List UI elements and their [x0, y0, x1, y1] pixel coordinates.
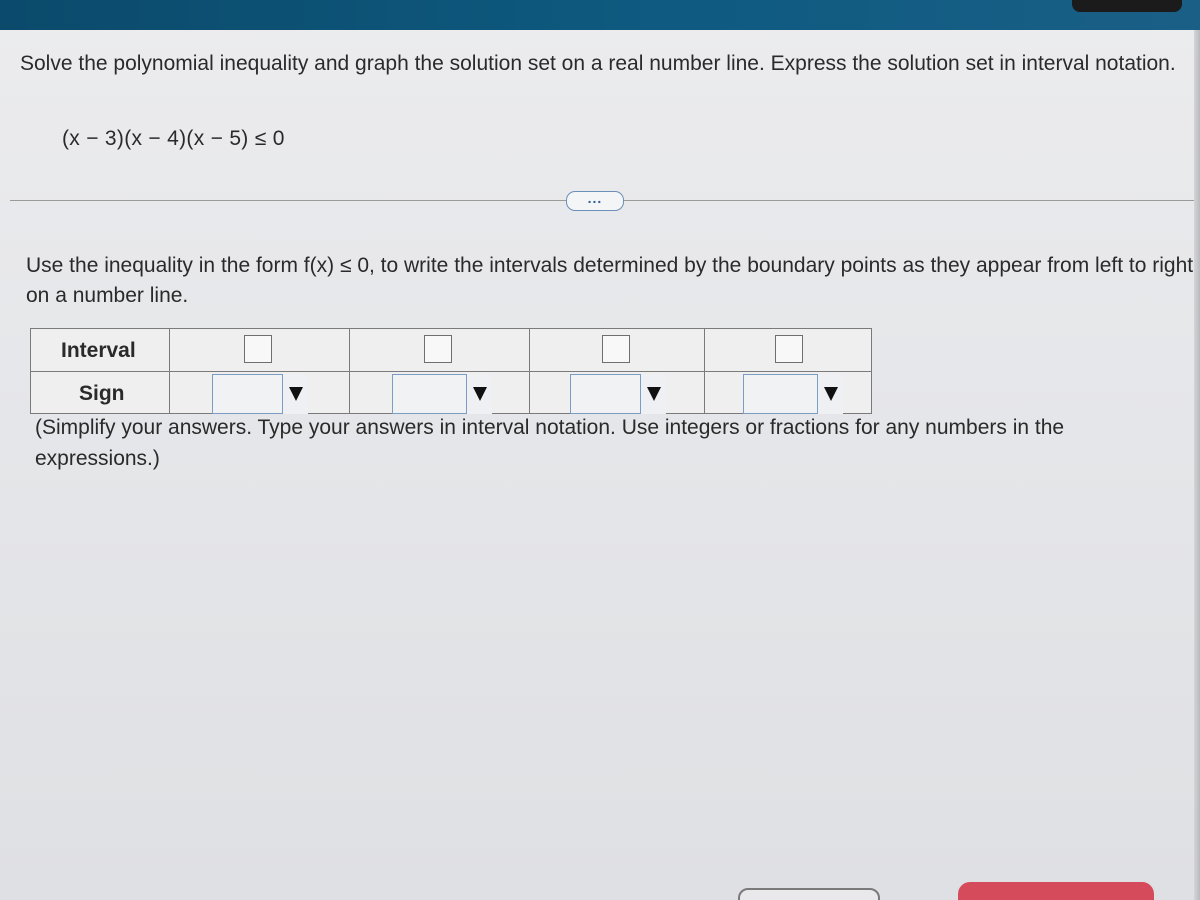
- answer-hint: (Simplify your answers. Type your answers in interval notation. Use integers or fractions for any numbers in the expressions.): [35, 416, 1065, 470]
- dropdown-arrow-icon[interactable]: [640, 374, 666, 414]
- interval-row: [31, 329, 871, 372]
- sign-cell-4: [704, 371, 872, 413]
- dropdown-arrow-icon[interactable]: [466, 374, 492, 414]
- dropdown-arrow-icon[interactable]: [282, 374, 308, 414]
- sign-row: [31, 371, 871, 413]
- question-prompt: Solve the polynomial inequality and graph the solution set on a real number line. Express the solution set in interval notation.: [20, 52, 1176, 75]
- sign-cell-1: [169, 371, 349, 413]
- interval-label: Interval: [61, 339, 136, 362]
- screen-bezel: [1194, 30, 1200, 900]
- interval-input-1[interactable]: [244, 335, 272, 363]
- instruction-text: Use the inequality in the form f(x) ≤ 0, to write the intervals determined by the boundary points as they appear from left to right on a number line.: [26, 254, 1194, 307]
- interval-header-cell: [31, 329, 169, 371]
- sign-label: Sign: [79, 382, 125, 405]
- interval-input-2[interactable]: [424, 335, 452, 363]
- interval-cell-4: [704, 329, 872, 371]
- interval-cell-3: [529, 329, 704, 371]
- bottom-left-button[interactable]: [738, 888, 880, 900]
- interval-input-3[interactable]: [602, 335, 630, 363]
- sign-header-cell: [31, 371, 169, 413]
- sign-cell-2: [349, 371, 529, 413]
- interval-input-4[interactable]: [775, 335, 803, 363]
- interval-sign-table: [30, 328, 872, 414]
- interval-cell-1: [169, 329, 349, 371]
- sign-cell-3: [529, 371, 704, 413]
- header-bar: [0, 0, 1200, 30]
- inequality-expression: (x − 3)(x − 4)(x − 5) ≤ 0: [62, 127, 285, 150]
- more-options-button[interactable]: ...: [566, 191, 624, 211]
- header-device-edge: [1072, 0, 1182, 12]
- interval-cell-2: [349, 329, 529, 371]
- dropdown-arrow-icon[interactable]: [817, 374, 843, 414]
- bottom-right-button[interactable]: [958, 882, 1154, 900]
